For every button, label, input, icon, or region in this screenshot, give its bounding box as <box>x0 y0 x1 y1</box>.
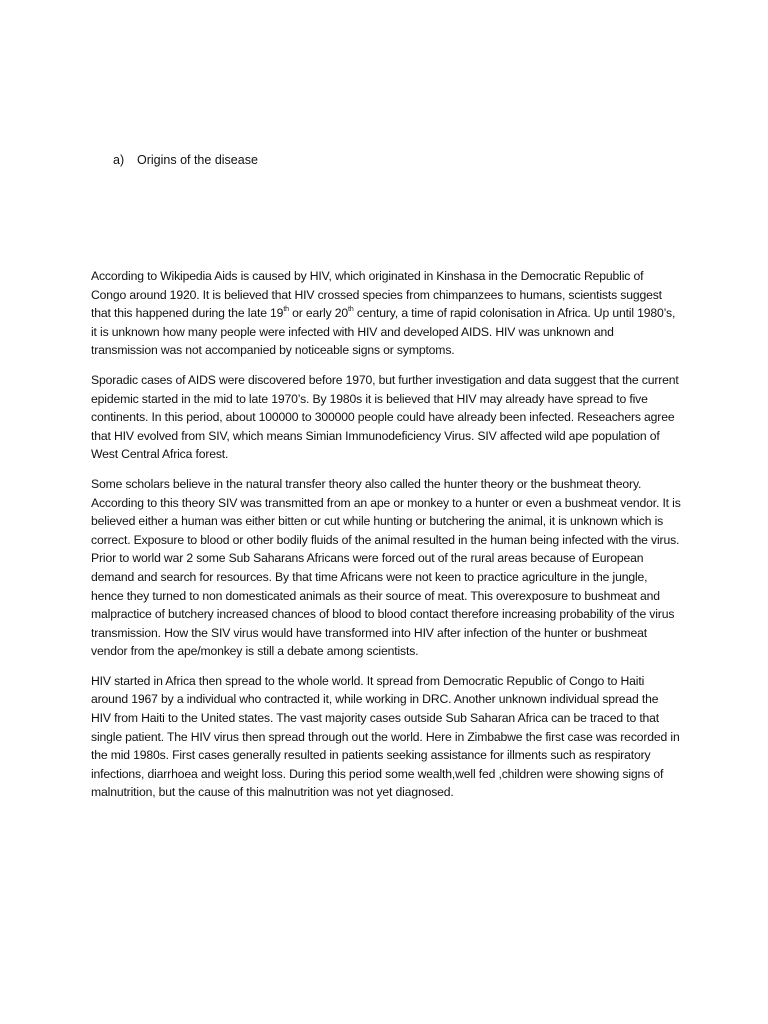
superscript-th: th <box>283 306 289 314</box>
paragraph-origins <box>91 267 681 360</box>
paragraph-spread: HIV started in Africa then spread to the whole world. It spread from Democratic Republic of Congo to Haiti around 1967 by a individual who contracted it, while working in DRC. Another unknown individual spread the HIV from Haiti to the United states. The vast majority cases outside Sub Saharan Africa can be traced to that single patient. The HIV virus then spread through out the world. Here in Zimbabwe the first case was recorded in the mid 1980s. First cases generally resulted in patients seeking assistance for illments such as respiratory infections, diarrhoea and weight loss. During this period some wealth,well fed ,children were showing signs of malnutrition, but the cause of this malnutrition was not yet diagnosed. <box>91 673 680 800</box>
paragraph-text: century, a time of rapid colonisation in Africa. Up until 1980’s, it is unknown how many people were infected with HIV and developed AIDS. HIV was unknown and transmission was not accompanied by noticeable signs or symptoms. <box>91 306 676 358</box>
section-title: Origins of the disease <box>137 153 258 167</box>
paragraph-text: According to Wikipedia Aids is caused by HIV, which originated in Kinshasa in the Democratic Republic of Congo around 1920. It is believed that HIV crossed species from chimpanzees to humans, scientists suggest that this happened during the late 19 <box>91 269 662 321</box>
section-heading <box>113 151 258 169</box>
paragraph-sporadic-cases: Sporadic cases of AIDS were discovered before 1970, but further investigation and data suggest that the current epidemic started in the mid to late 1970’s. By 1980s it is believed that HIV may already have spread to five continents. In this period, about 100000 to 300000 people could have already been infected. Reseachers agree that HIV evolved from SIV, which means Simian Immunodeficiency Virus. SIV affected wild ape population of West Central Africa forest. <box>91 372 679 462</box>
list-marker: a) <box>113 153 125 167</box>
document-body <box>91 267 681 813</box>
paragraph-text: or early 20 <box>288 306 349 321</box>
superscript-th: th <box>348 306 354 314</box>
paragraph-hunter-theory: Some scholars believe in the natural transfer theory also called the hunter theory or the bushmeat theory. According to this theory SIV was transmitted from an ape or monkey to a hunter or even a bushmeat vendor. It is believed either a human was either bitten or cut while hunting or butchering the animal, it is unknown which is correct. Exposure to blood or other bodily fluids of the animal resulted in the human being infected with the virus. Prior to world war 2 some Sub Saharans Africans were forced out of the rural areas because of European demand and search for resources. By that time Africans were not keen to practice agriculture in the jungle, hence they turned to non domesticated animals as their source of meat. This overexposure to bushmeat and malpractice of butchery increased chances of blood to blood contact therefore increasing probability of the virus transmission. How the SIV virus would have transformed into HIV after infection of the hunter or bushmeat vendor from the ape/monkey is still a debate among scientists. <box>91 476 681 659</box>
